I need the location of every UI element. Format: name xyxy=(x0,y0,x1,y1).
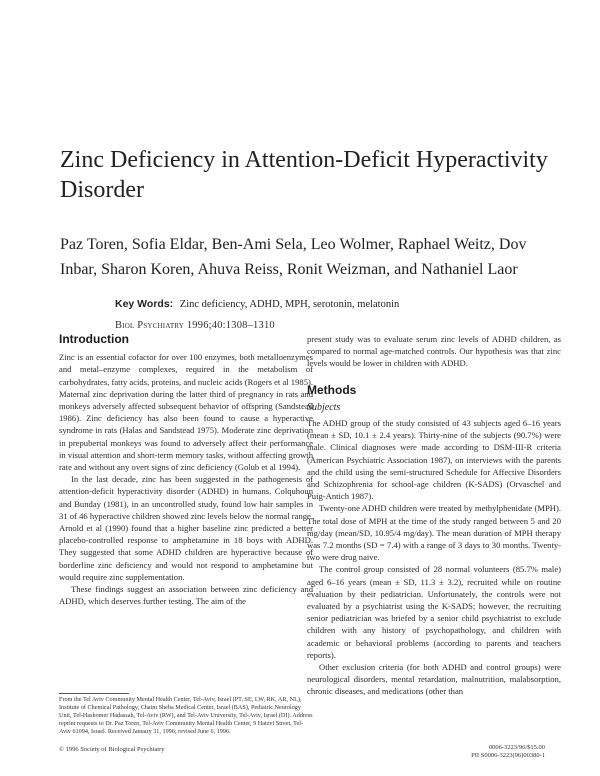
intro-continuation: present study was to evaluate serum zinc levels of ADHD children, as compared to normal age-matched controls. Our hypothesis was that zinc levels would be lower in children with ADHD. xyxy=(307,334,561,369)
keywords-line xyxy=(115,298,555,310)
intro-paragraph: Zinc is an essential cofactor for over 100 enzymes, both metalloenzymes and metal–enzyme complexes, required in the metabolism of carbohydrates, fatty acids, proteins, and nucleic acids (Rogers et al 1985). Maternal zinc deprivation during the latter third of pregnancy in rats and monkeys adversely affected subsequent behavior of offspring (Sandstead 1986). Zinc deficiency has also been found to cause a hyperactive syndrome in rats (Halas and Sandstead 1975). Moderate zinc deprivation in prepubertal monkeys was found to adversely affect their performance in visual attention and short-term memory tasks, without affecting growth rate and without any overt signs of zinc deficiency (Golub et al 1994). xyxy=(59,352,313,473)
keywords-text: Zinc deficiency, ADHD, MPH, serotonin, melatonin xyxy=(179,299,400,310)
footnote-divider xyxy=(59,693,129,694)
intro-paragraph: These findings suggest an association between zinc deficiency and ADHD, which deserves further testing. The aim of the xyxy=(59,584,313,607)
intro-paragraph: In the last decade, zinc has been suggested in the pathogenesis of attention-deficit hyperactivity disorder (ADHD) in humans. Colquhoun and Bunday (1981), in an uncontrolled study, found low hair samples in 31 of 46 hyperactive children showed zinc levels below the normal range. Arnold et al (1990) found that a higher baseline zinc predicted a better placebo-controlled response to amphetamine in 18 boys with ADHD. They suggested that some ADHD children are hyperactive because of borderline zinc deficiency and would not respond to amphetamine but would require zinc supplementation. xyxy=(59,474,313,582)
affiliation-footnote: From the Tel Aviv Community Mental Health Center, Tel-Aviv, Israel (PT, SE, LW, RK, AR, NL), Institute of Chemical Pathology, Chaim Sheba Medical Center, Israel (BAS), Pediatric Neurology Unit, Tel-Hashomer Hadassah, Tel-Aviv (RW), and Tel-Aviv University, Tel-Aviv, Israel (DI). Address reprint requests to Dr. Paz Toren, Tel-Aviv Community Mental Health Center, 9 Hatzvi Street, Tel-Aviv 61094, Israel. Received January 31, 1996; revised June 6, 1996. xyxy=(59,696,313,735)
keywords-label: Key Words: xyxy=(115,298,174,310)
methods-heading: Methods xyxy=(307,382,357,397)
methods-paragraph: Other exclusion criteria (for both ADHD and control groups) were neurological disorders, mental retardation, malnutrition, malabsorption, chronic diseases, and medications (other than xyxy=(307,662,561,697)
journal-name: Biol Psychiatry xyxy=(115,320,185,331)
methods-paragraph: The ADHD group of the study consisted of 43 subjects aged 6–16 years (mean ± SD, 10.1 ± 2.4 years). Thirty-nine of the subjects (90.7%) were male. Clinical diagnoses were made according to DSM-III-R criteria (American Psychiatric Association 1987), on interviews with the parents and the child using the semi-structured Schedule for Affective Disorders and Schizophrenia for school-age children (K-SADS) (Orvaschel and Puig-Antich 1987). xyxy=(307,418,561,502)
pii-identifier: PII S0006-3223(96)00380-1 xyxy=(471,752,545,759)
right-column xyxy=(307,333,561,698)
issn-price: 0006-3223/96/$15.00 xyxy=(488,744,545,751)
citation-details: 1996;40:1308–1310 xyxy=(186,320,275,331)
left-column xyxy=(59,333,313,607)
author-list: Paz Toren, Sofia Eldar, Ben-Ami Sela, Leo Wolmer, Raphael Weitz, Dov Inbar, Sharon Koren, Ahuva Reiss, Ronit Weizman, and Nathaniel Laor xyxy=(60,236,527,278)
copyright-notice: © 1996 Society of Biological Psychiatry xyxy=(59,746,165,753)
methods-paragraph: The control group consisted of 28 normal volunteers (85.7% male) aged 6–16 years (mean ± SD, 11.3 ± 3.2), recruited while on routine evaluation by their pediatrician. Unfortunately, the controls were not evaluated by a psychiatrist using the K-SADS; however, the recruiting senior pediatrician was briefed by a senior child psychiatrist to exclude children with any history of psychopathology, and children with academic or behavioral problems (according to parents and teachers reports). xyxy=(307,564,561,660)
issn-block xyxy=(430,744,545,760)
introduction-heading: Introduction xyxy=(59,332,129,346)
article-title: Zinc Deficiency in Attention-Deficit Hyperactivity Disorder xyxy=(60,147,548,203)
citation-line xyxy=(115,320,275,331)
subjects-subheading: Subjects xyxy=(307,401,341,413)
methods-paragraph: Twenty-one ADHD children were treated by methylphenidate (MPH). The total dose of MPH at the time of the study ranged between 5 and 20 mg/day (mean/SD, 10.95/4 mg/day). The mean duration of MPH therapy was 7.2 months (SD = 7.4) with a range of 3 days to 30 months. Twenty-two were drug naive. xyxy=(307,503,561,563)
